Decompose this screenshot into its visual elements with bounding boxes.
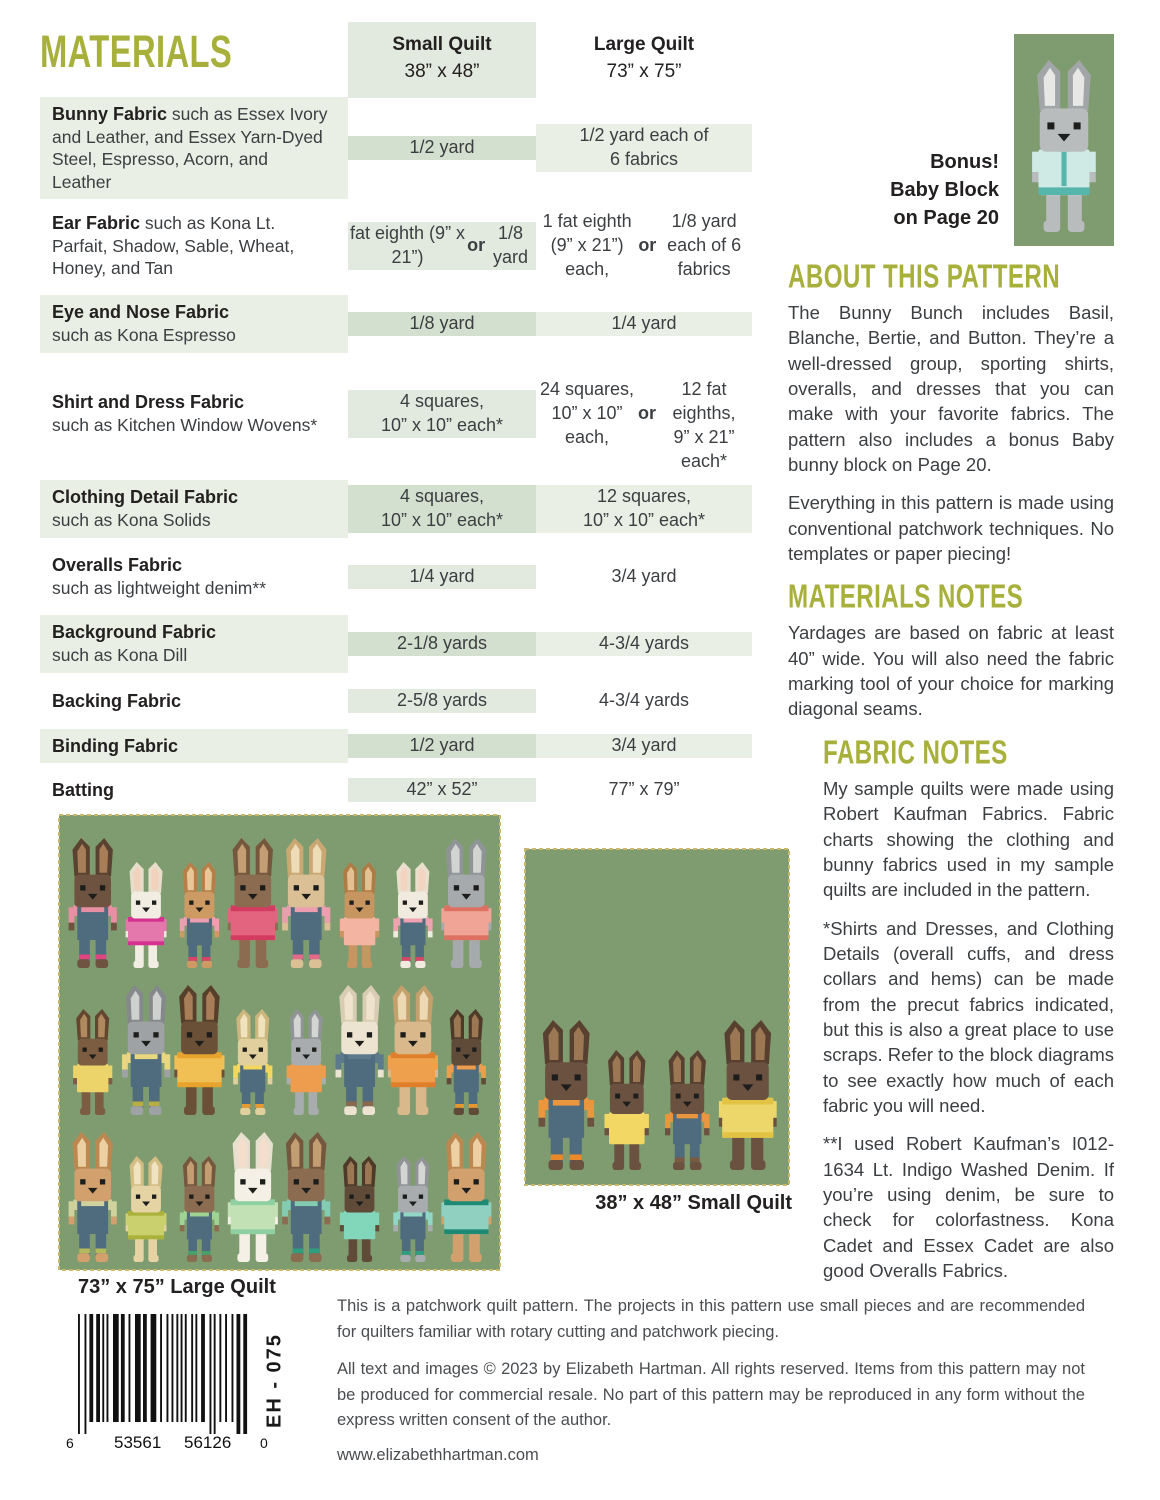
large-quilt-size: 73” x 75” xyxy=(606,60,682,82)
materials-row-shirt-and-dress-fabric xyxy=(40,354,752,474)
about-paragraph: Everything in this pattern is made using conventional patchwork techniques. No templates or paper piecing! xyxy=(788,492,1114,565)
large-quilt-caption: 73” x 75” Large Quilt xyxy=(78,1276,276,1298)
materials-row-bunny-fabric xyxy=(40,98,752,198)
material-label: Clothing Detail Fabric such as Kona Solids xyxy=(40,480,348,537)
material-label: Overalls Fabric such as lightweight denim** xyxy=(52,555,267,599)
materials-row-background-fabric xyxy=(40,610,752,678)
footer-paragraph: This is a patchwork quilt pattern. The projects in this pattern use small pieces and are recommended for quilters familiar with rotary cutting and patchwork piecing. xyxy=(337,1297,1085,1341)
material-label: Shirt and Dress Fabric such as Kitchen Window Wovens* xyxy=(52,392,318,436)
small-quilt-value: 4 squares, 10” x 10” each* xyxy=(380,486,504,530)
large-quilt-image xyxy=(58,814,501,1271)
fabric-notes-paragraph: **I used Robert Kaufman’s I012-1634 Lt. Indigo Washed Denim. If you’re using denim, be sure to check for colorfastness. Kona Cadet and Essex Cadet are also good Overalls Fabrics. xyxy=(823,1133,1114,1281)
large-quilt-value: 4-3/4 yards xyxy=(598,633,690,654)
fabric-notes-heading: FABRIC NOTES xyxy=(823,732,1008,771)
column-header-small-quilt xyxy=(348,22,536,98)
materials-rows xyxy=(40,98,752,812)
small-quilt-value: 2-5/8 yards xyxy=(396,690,488,711)
large-quilt-value: 3/4 yard xyxy=(611,566,677,587)
small-quilt-value: 4 squares, 10” x 10” each* xyxy=(380,391,504,435)
small-quilt-value: 2-1/8 yards xyxy=(396,633,488,654)
small-quilt-value: fat eighth (9” x 21”) or 1/8 yard xyxy=(350,223,529,267)
material-label: Bunny Fabric such as Essex Ivory and Leather, and Essex Yarn-Dyed Steel, Espresso, Acorn, and Leather xyxy=(40,97,348,199)
large-quilt-label: Large Quilt xyxy=(593,34,695,55)
materials-row-batting xyxy=(40,768,752,812)
footer-paragraph: All text and images © 2023 by Elizabeth Hartman. All rights reserved. Items from this pattern may not be produced for commercial resale. No part of this pattern may be reproduced in any form without the express written consent of the author. xyxy=(337,1360,1085,1430)
about-paragraph: The Bunny Bunch includes Basil, Blanche, Bertie, and Button. They’re a well-dressed group, sporting shirts, overalls, and dresses that you can make with your favorite fabrics. The pattern also includes a bonus Baby bunny block on Page 20. xyxy=(788,302,1114,476)
small-quilt-value: 1/8 yard xyxy=(409,313,475,334)
column-header-large-quilt xyxy=(536,22,752,98)
fabric-notes-block xyxy=(823,732,1114,1284)
materials-title: MATERIALS xyxy=(40,26,233,77)
small-quilt-value: 1/2 yard xyxy=(409,735,475,756)
material-label: Binding Fabric xyxy=(40,729,348,764)
small-quilt-caption: 38” x 48” Small Quilt xyxy=(595,1192,792,1214)
about-pattern-heading: ABOUT THIS PATTERN xyxy=(788,257,1061,295)
small-quilt-value: 42” x 52” xyxy=(406,779,478,800)
svg-text:56126: 56126 xyxy=(184,1433,232,1452)
small-quilt-value: 1/4 yard xyxy=(409,566,475,587)
svg-text:53561: 53561 xyxy=(114,1433,162,1452)
material-label: Background Fabric such as Kona Dill xyxy=(40,615,348,672)
materials-header-row xyxy=(40,22,752,98)
small-quilt-value: 1/2 yard xyxy=(409,137,475,158)
large-quilt-value: 1 fat eighth (9” x 21”) each, or 1/8 yard each of 6 fabrics xyxy=(542,211,742,279)
barcode-image xyxy=(62,1308,274,1456)
large-quilt-value: 3/4 yard xyxy=(611,735,677,756)
materials-row-eye-and-nose-fabric xyxy=(40,294,752,354)
small-quilt-label: Small Quilt xyxy=(392,34,492,55)
large-quilt-value: 12 squares, 10” x 10” each* xyxy=(582,486,706,530)
large-quilt-value: 24 squares, 10” x 10” each, or 12 fat eighths, 9” x 21” each* xyxy=(539,379,736,471)
materials-row-backing-fabric xyxy=(40,678,752,724)
materials-row-binding-fabric xyxy=(40,724,752,768)
materials-row-ear-fabric xyxy=(40,198,752,294)
materials-row-overalls-fabric xyxy=(40,544,752,610)
large-quilt-value: 1/2 yard each of 6 fabrics xyxy=(579,125,709,169)
fabric-notes-paragraph: My sample quilts were made using Robert Kaufman Fabrics. Fabric charts showing the clothing and bunny fabrics used in my sample quilts are included in the pattern. xyxy=(823,777,1114,901)
small-quilt-size: 38” x 48” xyxy=(404,60,480,82)
footer-text xyxy=(337,1294,1085,1465)
svg-text:6: 6 xyxy=(66,1435,74,1451)
materials-section xyxy=(40,22,752,812)
large-quilt-value: 4-3/4 yards xyxy=(598,690,690,711)
material-label: Batting xyxy=(52,779,114,800)
fabric-notes-paragraph: *Shirts and Dresses, and Clothing Details (overall cuffs, and dress collars and hems) can be made from the precut fabrics indicated, but this is also a great place to use scraps. Refer to the block diagrams to see exactly how much of each fabric you will need. xyxy=(823,917,1114,1116)
svg-text:0: 0 xyxy=(260,1435,268,1451)
materials-notes-heading: MATERIALS NOTES xyxy=(788,577,1024,616)
bonus-block xyxy=(788,28,1114,246)
material-label: Ear Fabric such as Kona Lt. Parfait, Shadow, Sable, Wheat, Honey, and Tan xyxy=(52,213,295,279)
baby-bunny-block-image xyxy=(1014,34,1114,246)
pattern-sku: EH - 075 xyxy=(263,1333,286,1429)
large-quilt-value: 77” x 79” xyxy=(608,779,680,800)
bonus-label: Bonus! Baby Block on Page 20 xyxy=(890,151,999,229)
materials-row-clothing-detail-fabric xyxy=(40,474,752,544)
material-label: Eye and Nose Fabric such as Kona Espresso xyxy=(40,295,348,352)
materials-notes-paragraph: Yardages are based on fabric at least 40” wide. You will also need the fabric marking tool of your choice for marking diagonal seams. xyxy=(788,622,1114,720)
barcode-block xyxy=(62,1308,274,1461)
large-quilt-value: 1/4 yard xyxy=(611,313,677,334)
small-quilt-image xyxy=(524,848,790,1186)
website-text: www.elizabethhartman.com xyxy=(337,1445,539,1464)
material-label: Backing Fabric xyxy=(52,690,182,711)
sidebar xyxy=(788,28,1114,1296)
